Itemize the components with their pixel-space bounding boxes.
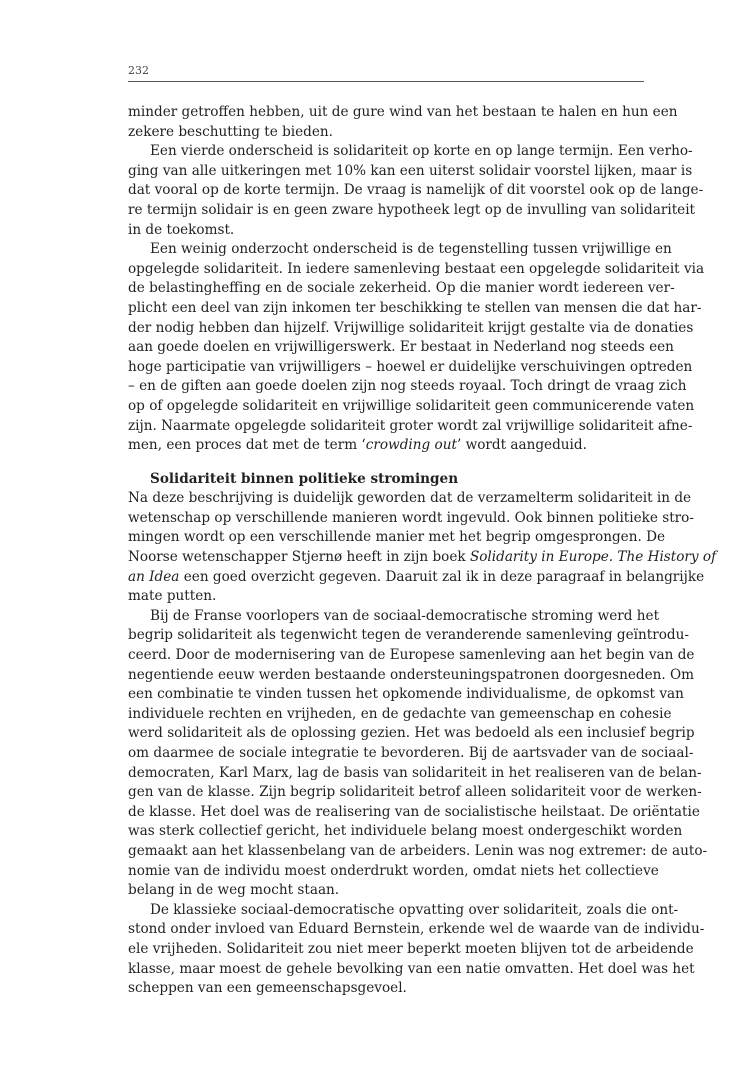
text-line: mate putten. [128,588,217,605]
text-line: hoge participatie van vrijwilligers – hoewel er duidelijke verschuivingen optreden [128,358,693,375]
text-line: zekere beschutting te bieden. [128,123,333,140]
section-heading: Solidariteit binnen politieke stromingen [150,470,459,487]
text-line: democraten, Karl Marx, lag de basis van solidariteit in het realiseren van de belan- [128,764,702,781]
text-line: nomie van de individu moest onderdrukt worden, omdat niets het collectieve [128,862,659,879]
text-line: stond onder invloed van Eduard Bernstein, erkende wel de waarde van de individu- [128,921,705,938]
text-line: Een vierde onderscheid is solidariteit op korte en op lange termijn. Een verho- [150,143,693,160]
text-line: een combinatie te vinden tussen het opkomende individualisme, de opkomst van [128,686,684,703]
text-line: der nodig hebben dan hijzelf. Vrijwillige solidariteit krijgt gestalte via de donaties [128,319,694,336]
text-run: een goed overzicht gegeven. Daaruit zal ik in deze paragraaf in belangrijke [179,568,705,585]
text-line: de klasse. Het doel was de realisering van de socialistische heilstaat. De oriëntatie [128,803,700,820]
text-run: men, een proces dat met de term ‘ [128,437,366,454]
text-line: begrip solidariteit als tegenwicht tegen de veranderende samenleving geïntrodu- [128,627,689,644]
text-line: was sterk collectief gericht, het individuele belang moest ondergeschikt worden [128,823,683,840]
italic-text: Solidarity in Europe. The History of [469,549,717,566]
text-line: opgelegde solidariteit. In iedere samenleving bestaat een opgelegde solidariteit via [128,260,705,277]
text-line: dat vooral op de korte termijn. De vraag is namelijk of dit voorstel ook op de lange- [128,182,704,199]
text-line: belang in de weg mocht staan. [128,882,340,899]
text-run: ’ wordt aangeduid. [456,437,587,454]
text-line: werd solidariteit als de oplossing gezien. Het was bedoeld als een inclusief begrip [128,725,695,742]
text-line [128,436,644,456]
page-number: 232 [128,64,149,77]
text-line: plicht een deel van zijn inkomen ter beschikking te stellen van mensen die dat har- [128,299,702,316]
text-line: Een weinig onderzocht onderscheid is de tegenstelling tussen vrijwillige en [150,241,672,258]
text-run: Noorse wetenschapper Stjernø heeft in zijn boek [128,549,470,566]
text-line: de belastingheffing en de sociale zekerheid. Op die manier wordt iedereen ver- [128,280,675,297]
text-line: in de toekomst. [128,221,235,238]
italic-text: an Idea [128,568,180,585]
text-line: scheppen van een gemeenschapsgevoel. [128,980,407,997]
text-line: gen van de klasse. Zijn begrip solidariteit betrof alleen solidariteit voor de werken- [128,784,702,801]
text-line [128,548,717,568]
text-line: klasse, maar moest de gehele bevolking van een natie omvatten. Het doel was het [128,960,695,977]
body-text [128,103,717,999]
text-line: zijn. Naarmate opgelegde solidariteit groter wordt zal vrijwillige solidariteit afne- [128,417,693,434]
text-line: – en de giften aan goede doelen zijn nog steeds royaal. Toch dringt de vraag zich [128,378,687,395]
text-line: ging van alle uitkeringen met 10% kan een uiterst solidair voorstel lijken, maar is [128,162,693,179]
text-line: De klassieke sociaal-democratische opvatting over solidariteit, zoals die ont- [150,901,679,918]
text-line: re termijn solidair is en geen zware hypotheek legt op de invulling van solidariteit [128,201,696,218]
text-line: ele vrijheden. Solidariteit zou niet meer beperkt moeten blijven tot de arbeidende [128,940,694,957]
text-line: om daarmee de sociale integratie te bevorderen. Bij de aartsvader van de sociaal- [128,745,694,761]
text-line: Bij de Franse voorlopers van de sociaal-democratische stroming werd het [150,607,660,624]
text-line: mingen wordt op een verschillende manier met het begrip omgesprongen. De [128,529,666,546]
text-line: negentiende eeuw werden bestaande ondersteuningspatronen doorgesneden. Om [128,666,695,683]
text-line: individuele rechten en vrijheden, en de gedachte van gemeenschap en cohesie [128,705,672,722]
text-line: aan goede doelen en vrijwilligerswerk. Er bestaat in Nederland nog steeds een [128,339,674,356]
text-line [128,568,705,588]
text-line: gemaakt aan het klassenbelang van de arbeiders. Lenin was nog extremer: de auto- [128,842,708,859]
text-line: minder getroffen hebben, uit de gure wind van het bestaan te halen en hun een [128,104,678,120]
text-line: wetenschap op verschillende manieren wordt ingevuld. Ook binnen politieke stro- [128,509,694,526]
text-line: op of opgelegde solidariteit en vrijwillige solidariteit geen communicerende vaten [128,397,695,414]
text-line: Na deze beschrijving is duidelijk geworden dat de verzamelterm solidariteit in de [128,490,692,507]
header-rule [128,81,644,82]
italic-text: crowding out [365,437,457,454]
text-line: ceerd. Door de modernisering van de Europese samenleving aan het begin van de [128,647,695,664]
